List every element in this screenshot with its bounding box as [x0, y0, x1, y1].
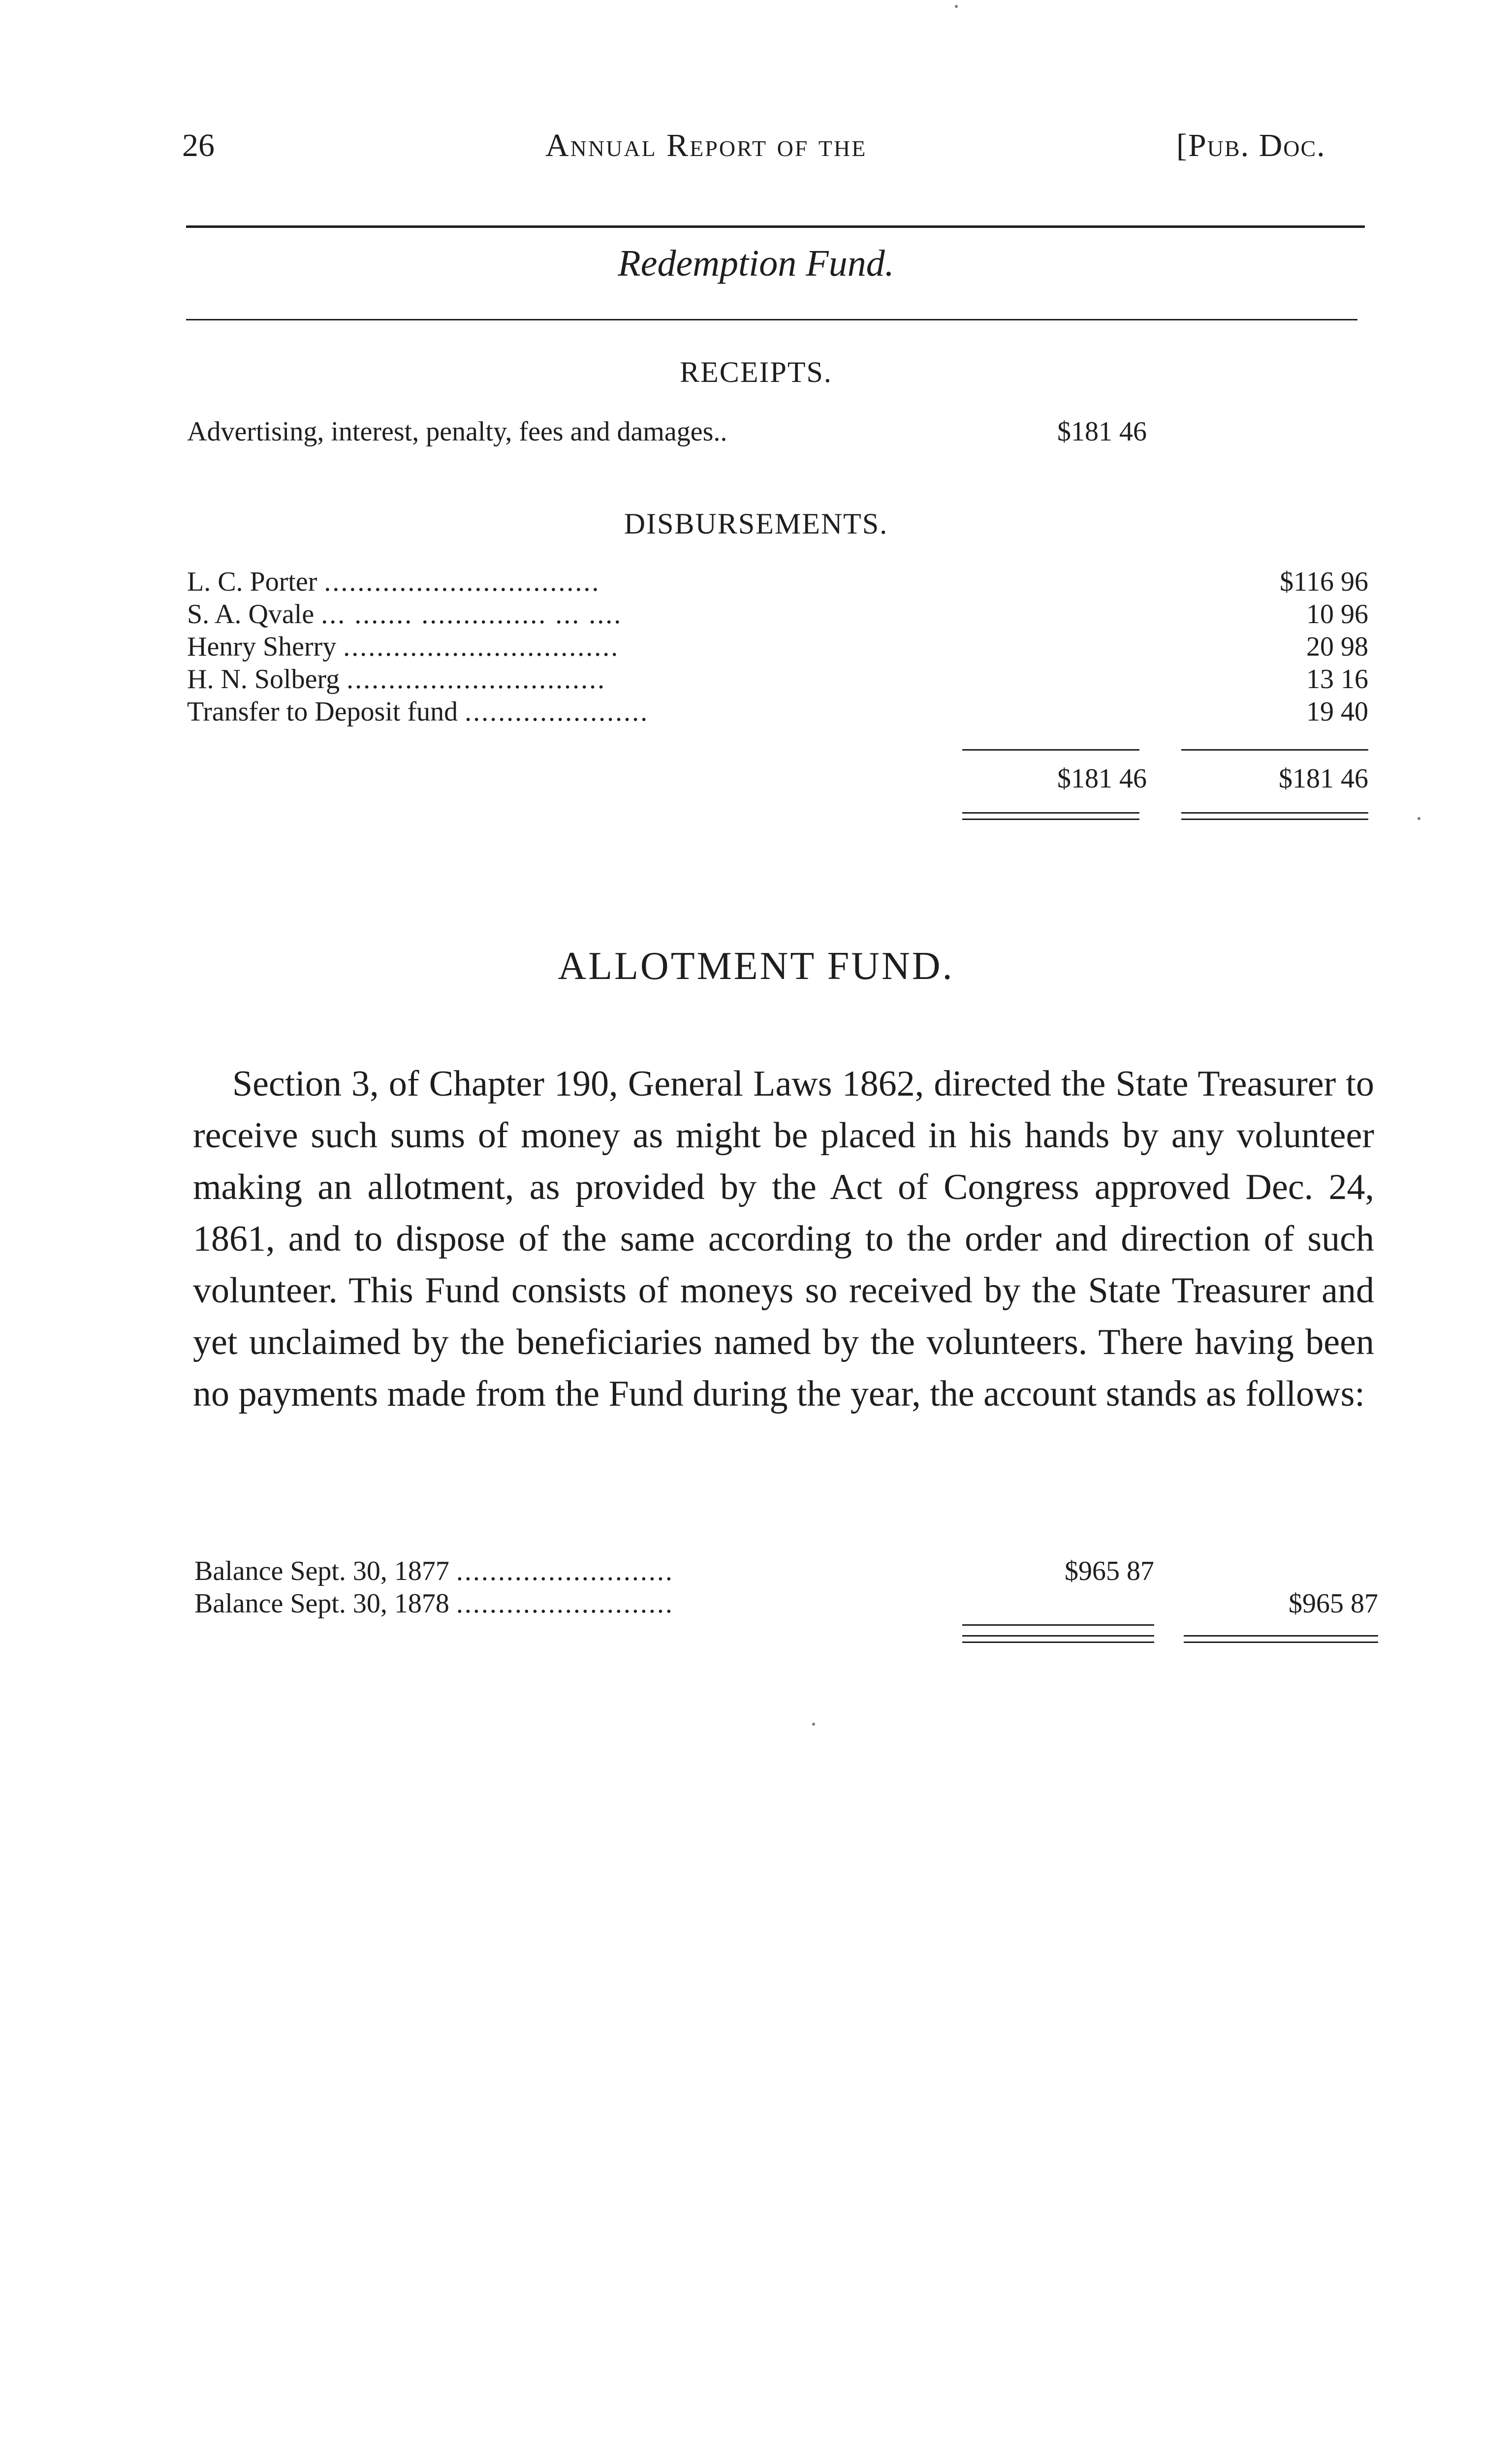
balance-row: [194, 1588, 952, 1619]
disbursement-label: Transfer to Deposit fund: [187, 696, 458, 727]
publication-label: [Pub. Doc.: [1176, 127, 1326, 163]
disbursement-row: [187, 663, 945, 695]
disbursement-amount: 19 40: [1306, 696, 1368, 727]
double-rule: [1184, 1635, 1378, 1643]
disbursement-amount: 10 96: [1306, 599, 1368, 630]
leader-dots: ..........................: [456, 1588, 674, 1619]
receipt-line-label: Advertising, interest, penalty, fees and damages..: [187, 416, 727, 447]
disbursement-row: [187, 696, 945, 727]
scan-speck: [955, 5, 958, 8]
receipt-line-amount: $181 46: [1057, 416, 1147, 447]
double-rule: [962, 812, 1139, 820]
balance-row: [194, 1555, 952, 1587]
disbursement-amount: 13 16: [1306, 664, 1368, 694]
disbursements-total: $181 46: [1279, 763, 1368, 794]
disbursement-label: H. N. Solberg: [187, 664, 340, 694]
receipts-heading: RECEIPTS.: [680, 356, 832, 388]
disbursement-label: S. A. Qvale: [187, 599, 315, 630]
leader-dots: .................................: [343, 631, 620, 662]
leader-dots: ...............................: [346, 664, 606, 694]
header-rule: [186, 225, 1365, 228]
disbursement-label: L. C. Porter: [187, 567, 317, 597]
allotment-fund-title: ALLOTMENT FUND.: [558, 945, 954, 988]
disbursement-row: [187, 599, 945, 630]
allotment-paragraph: Section 3, of Chapter 190, General Laws 1862, directed the State Treasurer to receive such sums of money as might be placed in his hands by any volunteer making an allotment, as provided by the Act of Congress approved Dec. 24, 1861, and to dispose of the same according to the order and direction of such volunteer. This Fund consists of moneys so received by the State Treasurer and yet unclaimed by the beneficiaries named by the volunteers. There having been no payments made from the Fund during the year, the account stands as follows:: [193, 1064, 1374, 1414]
redemption-fund-title: Redemption Fund.: [618, 243, 894, 284]
page-number: 26: [182, 127, 215, 163]
leader-dots: ..........................: [456, 1556, 674, 1586]
disbursement-amount: $116 96: [1280, 567, 1368, 597]
balance-label: Balance Sept. 30, 1877: [194, 1556, 449, 1586]
balance-amount: $965 87: [1289, 1588, 1378, 1619]
disbursement-amount: 20 98: [1306, 631, 1368, 662]
balance-underline: [962, 1624, 1154, 1626]
scan-speck: [812, 1723, 815, 1726]
leader-dots: ......................: [465, 696, 649, 727]
disbursement-row: [187, 566, 945, 598]
section-rule: [186, 319, 1357, 320]
running-title: Annual Report of the: [545, 127, 867, 163]
total-underline: [1181, 749, 1368, 751]
leader-dots: .................................: [324, 567, 600, 597]
balance-amount: $965 87: [1065, 1556, 1154, 1586]
leader-dots: ... ....... ............... ... ....: [321, 599, 623, 630]
disbursement-row: [187, 631, 945, 663]
scan-speck: [1418, 817, 1420, 820]
disbursement-label: Henry Sherry: [187, 631, 337, 662]
total-underline: [962, 749, 1139, 751]
double-rule: [1181, 812, 1368, 820]
receipts-total: $181 46: [1057, 763, 1147, 794]
double-rule: [962, 1635, 1154, 1643]
disbursements-heading: DISBURSEMENTS.: [624, 507, 888, 540]
balance-label: Balance Sept. 30, 1878: [194, 1588, 449, 1619]
